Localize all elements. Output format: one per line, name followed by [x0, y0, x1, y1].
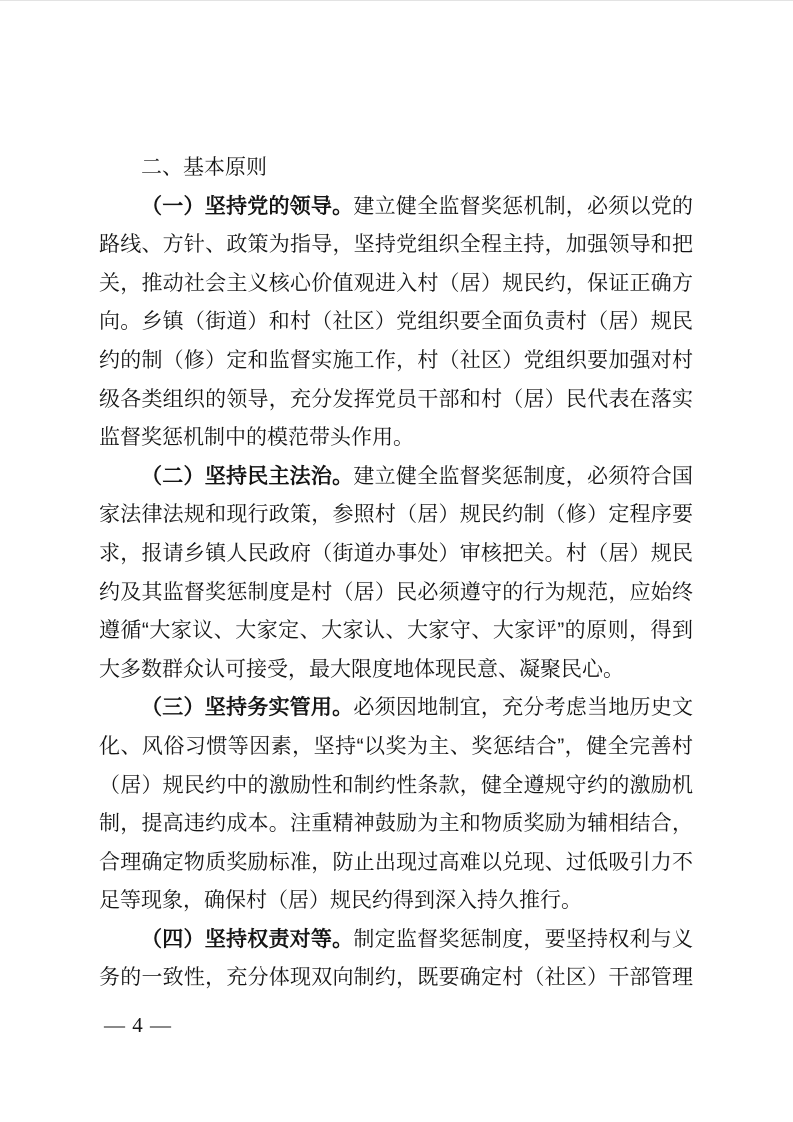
text-line: （二）坚持民主法治。建立健全监督奖惩制度，必须符合国	[141, 464, 694, 488]
text-line: 大多数群众认可接受，最大限度地体现民意、凝聚民心。	[99, 657, 624, 681]
text-line: 关，推动社会主义核心价值观进入村（居）规民约，保证正确方	[99, 271, 693, 295]
text-line: 家法律法规和现行政策，参照村（居）规民约制（修）定程序要	[99, 503, 693, 527]
paragraph-lead: （二）坚持民主法治。	[141, 464, 354, 488]
paragraph-lead: （四）坚持权责对等。	[141, 927, 354, 951]
text-line: 级各类组织的领导，充分发挥党员干部和村（居）民代表在落实	[99, 387, 693, 411]
text-line: 制，提高违约成本。注重精神鼓励为主和物质奖励为辅相结合，	[99, 812, 693, 836]
page-number: — 4 —	[104, 1013, 172, 1037]
text-line: 路线、方针、政策为指导，坚持党组织全程主持，加强领导和把	[99, 233, 693, 257]
text-line: （四）坚持权责对等。制定监督奖惩制度，要坚持权利与义	[141, 927, 694, 951]
text-line: 向。乡镇（街道）和村（社区）党组织要全面负责村（居）规民	[99, 310, 693, 334]
text-line: 监督奖惩机制中的模范带头作用。	[99, 426, 414, 450]
text-line: （三）坚持务实管用。必须因地制宜，充分考虑当地历史文	[141, 696, 694, 720]
text-line: （一）坚持党的领导。建立健全监督奖惩机制，必须以党的	[141, 194, 694, 218]
text-line: 求，报请乡镇人民政府（街道办事处）审核把关。村（居）规民	[99, 541, 693, 565]
text-line: 足等现象，确保村（居）规民约得到深入持久推行。	[99, 889, 582, 913]
text-line: 合理确定物质奖励标准，防止出现过高难以兑现、过低吸引力不	[99, 850, 693, 874]
text-block	[99, 149, 693, 998]
paragraph-lead: （一）坚持党的领导。	[141, 194, 354, 218]
section-heading: 二、基本原则	[141, 156, 267, 179]
text-line: 约及其监督奖惩制度是村（居）民必须遵守的行为规范，应始终	[99, 580, 693, 604]
text-line: 务的一致性，充分体现双向制约，既要确定村（社区）干部管理	[99, 966, 693, 990]
text-line: （居）规民约中的激励性和制约性条款，健全遵规守约的激励机	[99, 773, 693, 797]
text-line: 遵循“大家议、大家定、大家认、大家守、大家评”的原则，得到	[99, 619, 693, 643]
paragraph-lead: （三）坚持务实管用。	[141, 696, 354, 720]
text-line: 约的制（修）定和监督实施工作，村（社区）党组织要加强对村	[99, 348, 693, 372]
text-line: 化、风俗习惯等因素，坚持“以奖为主、奖惩结合”，健全完善村	[99, 734, 693, 758]
